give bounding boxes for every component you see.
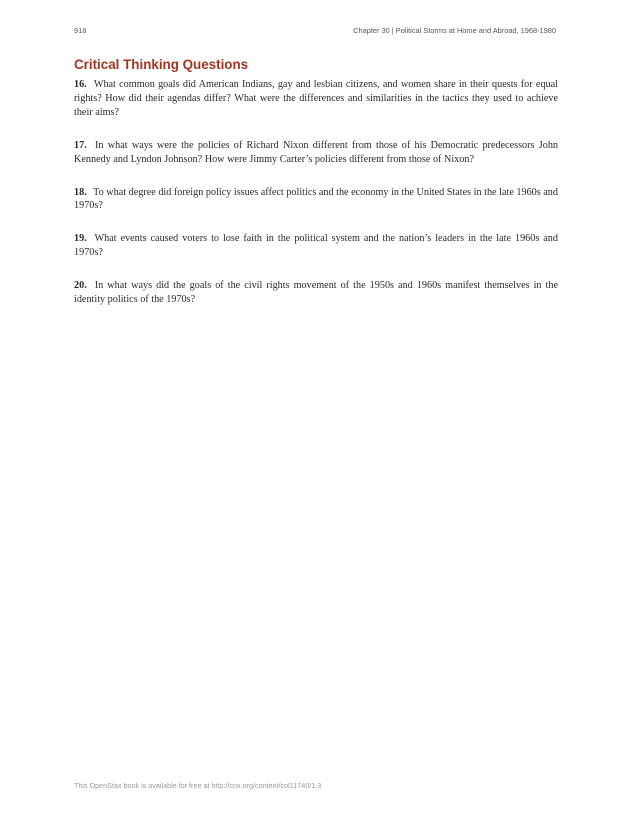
question-text: To what degree did foreign policy issues affect politics and the economy in the United States in the late 1960s and 1970s? [74,186,558,212]
question-number: 16. [74,79,87,90]
page-header [74,26,556,38]
question-number: 19. [74,233,87,245]
question-text: In what ways did the goals of the civil rights movement of the 1950s and 1960s manifest themselves in the identity politics of the 1970s? [74,280,559,306]
question-list [74,78,558,326]
question-text: What common goals did American Indians, gay and lesbian citizens, and women share in their quests for equal rights? How did their agendas differ? What were the differences and similarities in the tactics they used to achieve their aims? [74,79,558,118]
question-text: In what ways were the policies of Richard Nixon different from those of his Democratic predecessors John Kennedy and Lyndon Johnson? How were Jimmy Carter’s policies different from those of Nixon? [74,139,559,165]
page-footer: This OpenStax book is available for free at http://cnx.org/content/col11740/1.3 [74,781,322,790]
question-number: 20. [74,280,87,292]
question-item [74,186,558,214]
question-item [74,232,558,260]
page-number: 918 [74,26,87,35]
chapter-title: Chapter 30 | Political Storms at Home and Abroad, 1968-1980 [353,26,556,35]
question-item [74,139,558,167]
question-number: 18. [74,186,87,198]
question-item [74,78,558,120]
question-number: 17. [74,139,87,151]
question-item [74,279,558,307]
question-text: What events caused voters to lose faith in the political system and the nation’s leaders in the late 1960s and 1970s? [74,233,558,259]
section-title: Critical Thinking Questions [74,57,249,72]
